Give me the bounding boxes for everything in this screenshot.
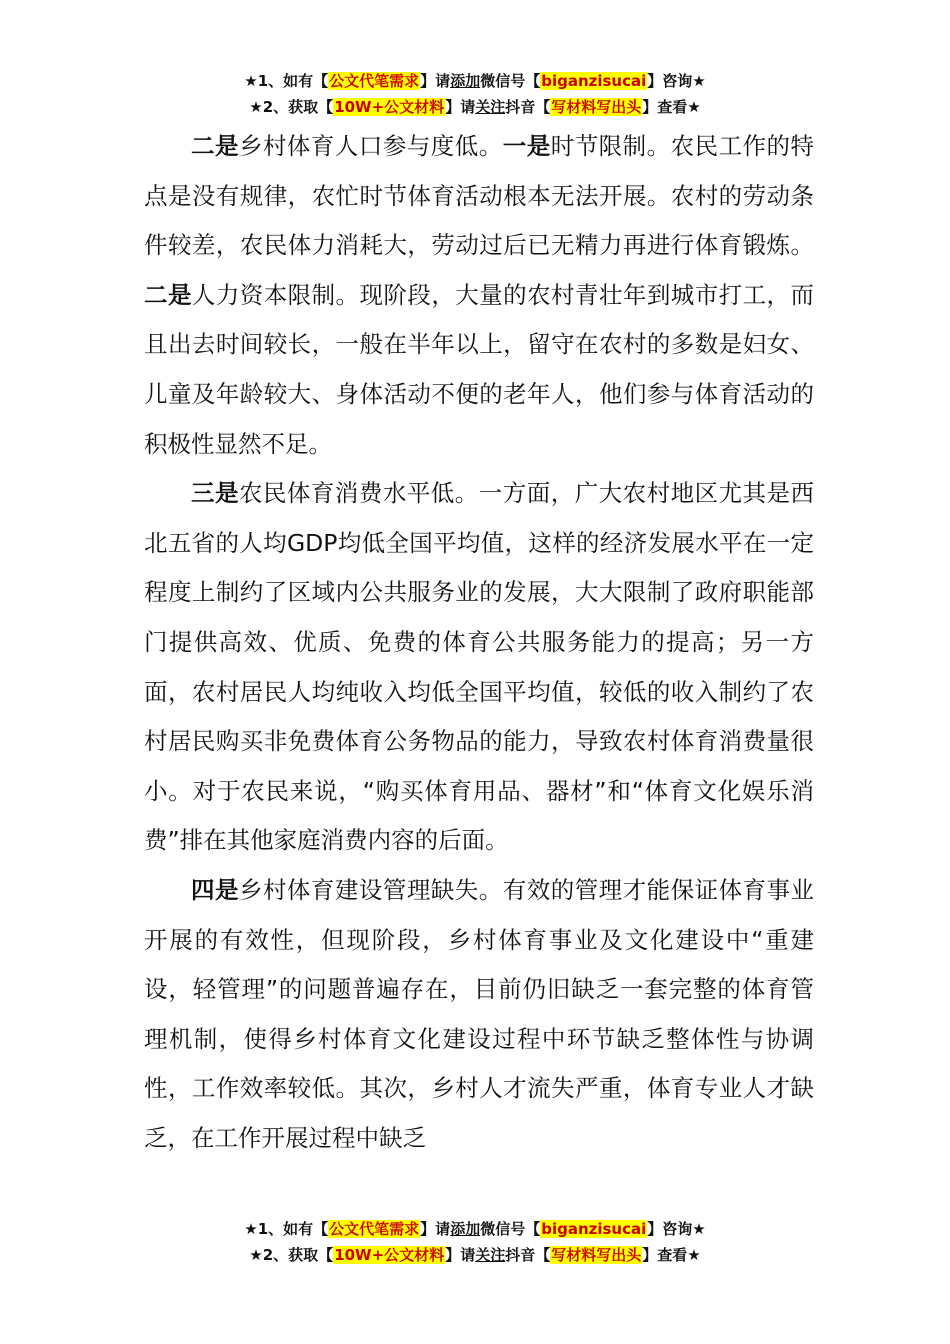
wechat-id-highlight: biganzisucai	[541, 72, 647, 90]
banner-text: ★2、获取【	[249, 1246, 334, 1264]
paragraph-2	[144, 122, 814, 469]
banner-highlight: 公文代笔需求	[329, 72, 420, 90]
banner-text: 抖音【	[505, 1246, 551, 1264]
banner-text: 】查看★	[642, 1246, 701, 1264]
paragraph-lead: 二是	[191, 132, 239, 160]
paragraph-lead: 四是	[191, 875, 239, 904]
banner-text: ★2、获取【	[249, 98, 334, 116]
douyin-highlight: 写材料写出头	[551, 1246, 642, 1264]
banner-underline: 关注	[475, 1246, 506, 1264]
wechat-id-highlight: biganzisucai	[541, 1220, 647, 1238]
document-body	[144, 122, 814, 1163]
paragraph-text: 时节限制。农民工作的特点是没有规律，农忙时节体育活动根本无法开展。农村的劳动条件较差，农民体力消耗大，劳动过后已无精力再进行体育锻炼。	[144, 132, 815, 260]
banner-underline: 添加	[450, 1220, 481, 1238]
banner-line-1	[0, 68, 950, 94]
banner-text: 】咨询★	[647, 1220, 706, 1238]
banner-highlight: 10W+公文材料	[334, 98, 445, 116]
banner-text: 】请	[445, 98, 476, 116]
banner-text: ★1、如有【	[244, 1220, 329, 1238]
banner-line-2	[0, 1242, 950, 1268]
banner-text: ★1、如有【	[244, 72, 329, 90]
banner-underline: 关注	[475, 98, 506, 116]
banner-text: 抖音【	[505, 98, 551, 116]
paragraph-text: 乡村体育人口参与度低。	[238, 132, 503, 160]
paragraph-lead: 三是	[191, 479, 239, 508]
paragraph-text: 乡村体育建设管理缺失。有效的管理才能保证体育事业开展的有效性，但现阶段，乡村体育事业及文化建设中“重建设，轻管理”的问题普遍存在，目前仍旧缺乏一套完整的体育管理机制，使得乡村体育文化建设过程中环节缺乏整体性与协调性，工作效率较低。其次，乡村人才流失严重，体育专业人才缺乏，在工作开展过程中缺乏	[144, 875, 815, 1152]
douyin-highlight: 写材料写出头	[551, 98, 642, 116]
banner-text: 微信号【	[480, 1220, 541, 1238]
subpoint-lead: 一是	[502, 132, 551, 160]
banner-text: 】咨询★	[647, 72, 706, 90]
paragraph-3	[144, 469, 814, 866]
banner-text: 】请	[420, 1220, 451, 1238]
banner-underline: 添加	[450, 72, 481, 90]
banner-line-1	[0, 1216, 950, 1242]
paragraph-text: 人力资本限制。现阶段，大量的农村青壮年到城市打工，而且出去时间较长，一般在半年以上，留守在农村的多数是妇女、儿童及年龄较大、身体活动不便的老年人，他们参与体育活动的积极性显然不足。	[144, 280, 815, 458]
paragraph-text: 农民体育消费水平低。一方面，广大农村地区尤其是西北五省的人均GDP均低全国平均值，这样的经济发展水平在一定程度上制约了区域内公共服务业的发展，大大限制了政府职能部门提供高效、优质、免费的体育公共服务能力的提高；另一方面，农村居民人均纯收入均低全国平均值，较低的收入制约了农村居民购买非免费体育公务物品的能力，导致农村体育消费量很小。对于农民来说，“购买体育用品、器材”和“体育文化娱乐消费”排在其他家庭消费内容的后面。	[144, 479, 815, 855]
paragraph-4	[144, 866, 814, 1164]
header-banner	[0, 68, 950, 120]
banner-line-2	[0, 94, 950, 120]
banner-highlight: 10W+公文材料	[334, 1246, 445, 1264]
banner-text: 】请	[420, 72, 451, 90]
banner-text: 微信号【	[480, 72, 541, 90]
banner-highlight: 公文代笔需求	[329, 1220, 420, 1238]
banner-text: 】请	[445, 1246, 476, 1264]
footer-banner	[0, 1216, 950, 1268]
banner-text: 】查看★	[642, 98, 701, 116]
subpoint-lead: 二是	[144, 280, 192, 309]
